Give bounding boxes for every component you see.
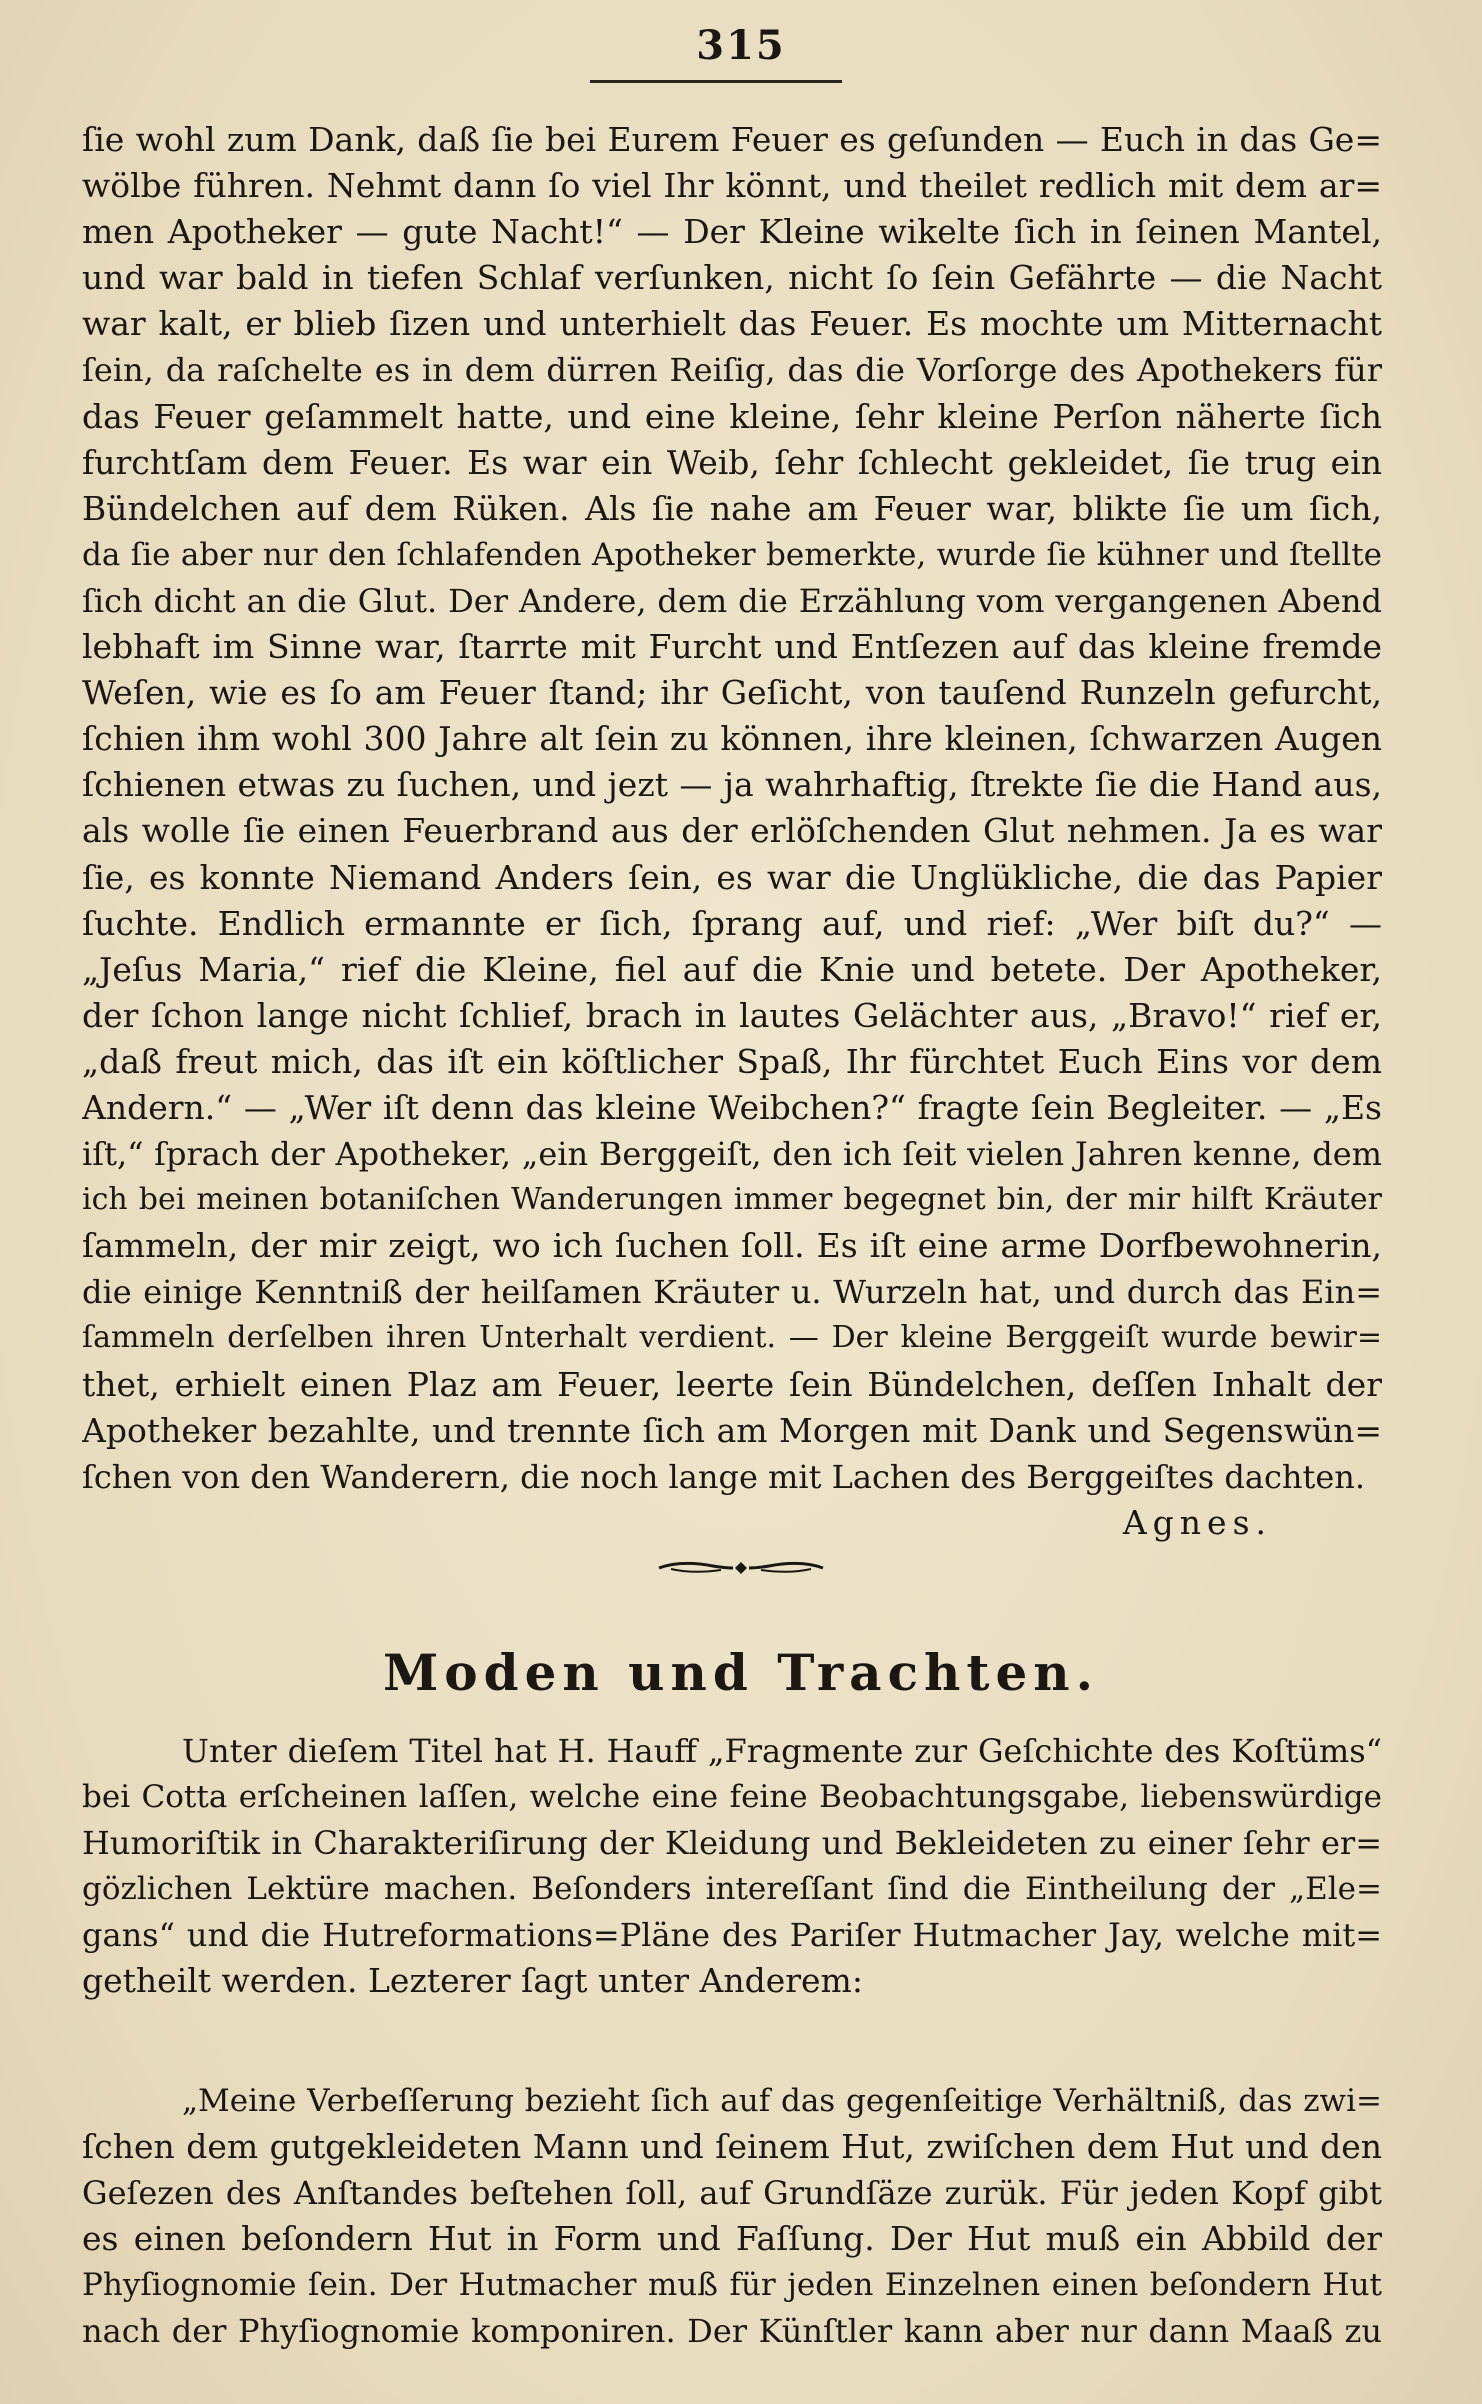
- text-line: Unter dieſem Titel hat H. Hauff „Fragmente zur Geſchichte des Koſtüms“: [182, 1732, 1382, 1770]
- text-line: gans“ und die Hutreformations=Pläne des Pariſer Hutmacher Jay, welche mit=: [82, 1916, 1382, 1955]
- text-line: Geſezen des Anſtandes beſtehen ſoll, auf Grundſäze zurük. Für jeden Kopf gibt: [82, 2174, 1382, 2213]
- quote-paragraph: [82, 2078, 1382, 2355]
- text-line: da ſie aber nur den ſchlafenden Apotheker bemerkte, wurde ſie kühner und ſtellte: [82, 536, 1382, 573]
- text-line: und war bald in tiefen Schlaf verſunken, nicht ſo ſein Gefährte — die Nacht: [82, 258, 1382, 298]
- text-line: ſein, da raſchelte es in dem dürren Reiſig, das die Vorſorge des Apothekers für: [82, 351, 1382, 390]
- story-text: [82, 117, 1382, 1546]
- text-line: nach der Phyſiognomie komponiren. Der Künſtler kann aber nur dann Maaß zu: [82, 2312, 1382, 2351]
- text-line: iſt,“ ſprach der Apotheker, „ein Berggeiſt, den ich ſeit vielen Jahren kenne, dem: [82, 1135, 1382, 1174]
- text-line: das Feuer geſammelt hatte, und eine kleine, ſehr kleine Perſon näherte ſich: [82, 396, 1382, 436]
- article-paragraph: [82, 1728, 1382, 2005]
- text-line: der ſchon lange nicht ſchlief, brach in lautes Gelächter aus, „Bravo!“ rief er,: [82, 995, 1382, 1035]
- text-line: Bündelchen auf dem Rüken. Als ſie nahe am Feuer war, blikte ſie um ſich,: [82, 488, 1382, 528]
- text-line: Humoriſtik in Charakteriſirung der Kleidung und Bekleideten zu einer ſehr er=: [82, 1824, 1382, 1863]
- text-line: ſammeln derſelben ihren Unterhalt verdient. — Der kleine Berggeiſt wurde bewir=: [82, 1320, 1382, 1356]
- text-line: „Jeſus Maria,“ rief die Kleine, fiel auf die Knie und betete. Der Apotheker,: [82, 949, 1382, 989]
- author-signature: Agnes.: [1122, 1502, 1272, 1542]
- text-line: ſuchte. Endlich ermannte er ſich, ſprang auf, und rief: „Wer biſt du?“ —: [82, 903, 1382, 943]
- text-line: ſie, es konnte Niemand Anders ſein, es war die Unglükliche, die das Papier: [82, 857, 1382, 897]
- text-line: bei Cotta erſcheinen laſſen, welche eine feine Beobachtungsgabe, liebenswürdige: [82, 1779, 1382, 1816]
- text-line: ſie wohl zum Dank, daß ſie bei Eurem Feuer es geſunden — Euch in das Ge=: [82, 120, 1382, 159]
- text-line: ſchen dem gutgekleideten Mann und ſeinem Hut, zwiſchen dem Hut und den: [82, 2127, 1382, 2167]
- text-line: ſammeln, der mir zeigt, wo ich ſuchen ſoll. Es iſt eine arme Dorfbewohnerin,: [82, 1226, 1382, 1266]
- text-line: men Apotheker — gute Nacht!“ — Der Kleine wikelte ſich in ſeinen Mantel,: [82, 212, 1382, 252]
- text-line: wölbe führen. Nehmt dann ſo viel Ihr könnt, und theilet redlich mit dem ar=: [82, 166, 1382, 206]
- text-line: lebhaft im Sinne war, ſtarrte mit Furcht und Entſezen auf das kleine fremde: [82, 627, 1382, 667]
- text-line: ſchienen etwas zu ſuchen, und jezt — ja wahrhaftig, ſtrekte ſie die Hand aus,: [82, 765, 1382, 805]
- text-line: Weſen, wie es ſo am Feuer ſtand; ihr Geſicht, von tauſend Runzeln gefurcht,: [82, 673, 1382, 713]
- text-line: als wolle ſie einen Feuerbrand aus der erlöſchenden Glut nehmen. Ja es war: [82, 811, 1382, 851]
- text-line: Apotheker bezahlte, und trennte ſich am Morgen mit Dank und Segenswün=: [82, 1410, 1382, 1450]
- text-line: getheilt werden. Lezterer ſagt unter Anderem:: [82, 1961, 863, 2001]
- section-title: Moden und Trachten.: [382, 1643, 1100, 1702]
- text-line: „daß freut mich, das iſt ein köſtlicher Spaß, Ihr fürchtet Euch Eins vor dem: [82, 1041, 1382, 1081]
- text-line: thet, erhielt einen Plaz am Feuer, leerte ſein Bündelchen, deſſen Inhalt der: [82, 1364, 1382, 1404]
- text-line: ich bei meinen botaniſchen Wanderungen immer begegnet bin, der mir hilft Kräuter: [82, 1182, 1382, 1218]
- text-line: es einen beſondern Hut in Form und Faſſung. Der Hut muß ein Abbild der: [82, 2219, 1382, 2259]
- text-line: Phyſiognomie ſein. Der Hutmacher muß für jeden Einzelnen einen beſondern Hut: [82, 2267, 1382, 2304]
- text-line: ſchen von den Wanderern, die noch lange mit Lachen des Berggeiſtes dachten.: [82, 1457, 1366, 1496]
- text-line: „Meine Verbeſſerung bezieht ſich auf das gegenſeitige Verhältniß, das zwi=: [182, 2083, 1382, 2119]
- text-line: Andern.“ — „Wer iſt denn das kleine Weibchen?“ fragte ſein Begleiter. — „Es: [82, 1087, 1382, 1127]
- section-divider-ornament: [0, 1558, 1482, 1582]
- page-number: 315: [696, 22, 786, 69]
- text-line: die einige Kenntniß der heilſamen Kräuter u. Wurzeln hat, und durch das Ein=: [82, 1273, 1382, 1312]
- text-line: war kalt, er blieb ſizen und unterhielt das Feuer. Es mochte um Mitternacht: [82, 304, 1382, 344]
- text-line: gözlichen Lektüre machen. Beſonders intereſſant ſind die Eintheilung der „Ele=: [82, 1871, 1382, 1908]
- text-line: ſich dicht an die Glut. Der Andere, dem die Erzählung vom vergangenen Abend: [82, 581, 1382, 620]
- text-line: furchtſam dem Feuer. Es war ein Weib, ſehr ſchlecht gekleidet, ſie trug ein: [82, 442, 1382, 482]
- text-line: ſchien ihm wohl 300 Jahre alt ſein zu können, ihre kleinen, ſchwarzen Augen: [82, 719, 1382, 759]
- header-rule: [590, 80, 842, 83]
